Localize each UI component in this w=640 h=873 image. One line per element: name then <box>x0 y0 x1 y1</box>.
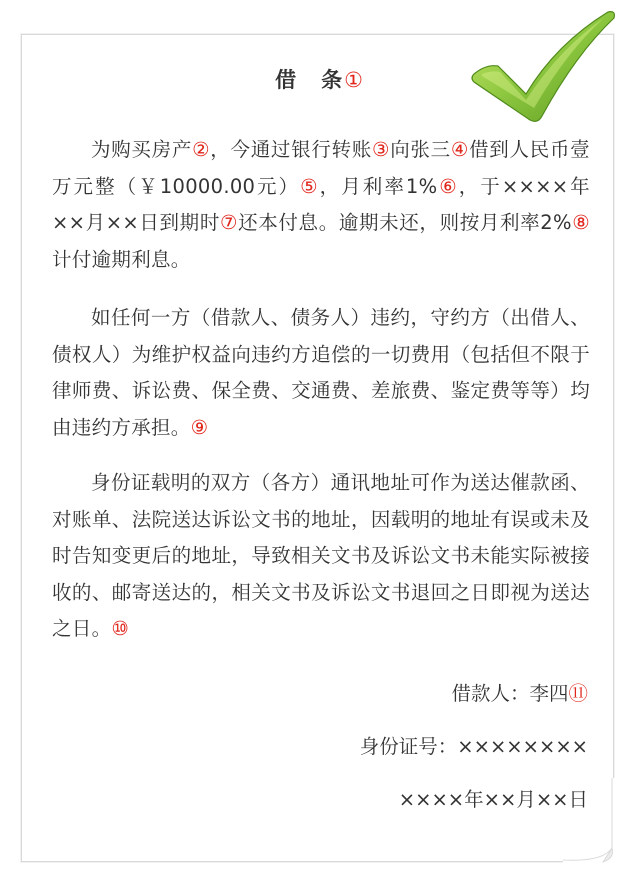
footnote-marker: ③ <box>372 138 391 161</box>
paragraph-text: 身份证载明的双方（各方）通讯地址可作为送达催款函、对账单、法院送达诉讼文书的地址，因载明的地址有误或未及时告知变更后的地址，导致相关文书及诉讼文书未能实际被接收的、邮寄送达的，相关文书及诉讼文书退回之日即视为送达之日。 <box>52 471 590 640</box>
paragraph-text: ，月利率1% <box>319 174 438 198</box>
paragraph-text: ，于××××年××月××日到期时 <box>52 174 590 234</box>
footnote-marker: ⑪ <box>568 682 588 705</box>
footnote-marker: ⑥ <box>437 174 459 198</box>
footnote-marker: ④ <box>450 138 470 161</box>
footnote-marker: ⑩ <box>111 617 130 640</box>
paragraph-text: 借到人民币壹万元整（￥10000.00元） <box>52 138 590 198</box>
footnote-marker: ⑦ <box>219 211 239 234</box>
id-number-line: 身份证号：×××××××× <box>359 735 588 758</box>
paragraph-text: 为购买房产 <box>91 138 193 161</box>
document-title <box>0 64 640 94</box>
paragraph-text: ，今通过银行转账 <box>210 138 373 161</box>
date-line: ××××年××月××日 <box>398 788 588 811</box>
paragraph-service-address <box>52 465 590 648</box>
footnote-marker: ② <box>192 138 211 161</box>
footnote-marker: ① <box>344 68 365 92</box>
title-text: 借 条 <box>275 68 345 92</box>
footnote-marker: ⑨ <box>190 415 209 439</box>
paragraph-text: 计付逾期利息。 <box>52 247 191 271</box>
paragraph-breach-clause <box>52 300 590 446</box>
paragraph-loan-terms <box>52 132 590 278</box>
footnote-marker: ⑤ <box>300 174 320 198</box>
paragraph-text: 如任何一方（借款人、债务人）违约，守约方（出借人、债权人）为维护权益向违约方追偿的一切费用（包括但不限于律师费、诉讼费、保全费、交通费、差旅费、鉴定费等等）均由违约方承担。 <box>52 306 590 439</box>
borrower-label: 借款人：李四 <box>451 682 569 705</box>
footnote-marker: ⑧ <box>571 211 590 234</box>
paragraph-text: 向张三 <box>390 138 451 161</box>
paragraph-text: 还本付息。逾期未还，则按月利率2% <box>238 211 572 234</box>
borrower-signature <box>451 678 588 706</box>
